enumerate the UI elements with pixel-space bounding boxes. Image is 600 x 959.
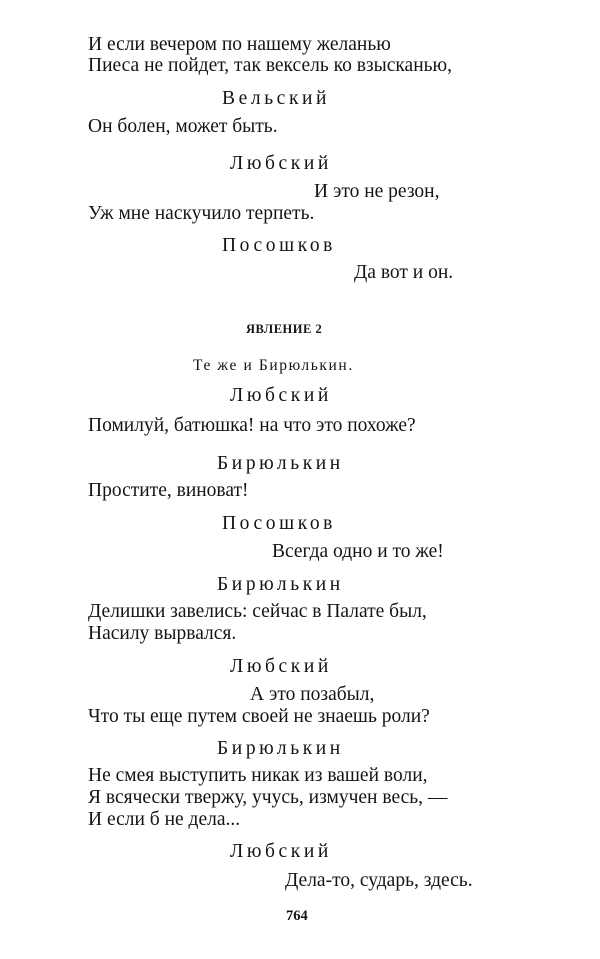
verse-line: Уж мне наскучило терпеть. — [88, 203, 315, 224]
verse-line: Не смея выступить никак из вашей воли, — [88, 765, 428, 786]
speaker-name: Посошков — [222, 235, 336, 256]
verse-line: Насилу вырвался. — [88, 623, 237, 644]
speaker-name: Вельский — [222, 88, 331, 109]
verse-line: Что ты еще путем своей не знаешь роли? — [88, 706, 430, 727]
verse-line: Делишки завелись: сейчас в Палате был, — [88, 601, 427, 622]
page-number: 764 — [286, 908, 308, 924]
verse-line: И это не резон, — [314, 181, 440, 202]
speaker-name: Посошков — [222, 513, 336, 534]
verse-line: И если вечером по нашему желанью — [88, 34, 391, 55]
verse-line: И если б не дела... — [88, 809, 241, 830]
stage-direction: Те же и Бирюлькин. — [193, 357, 354, 374]
verse-line: Помилуй, батюшка! на что это похоже? — [88, 415, 416, 436]
verse-line: Простите, виноват! — [88, 480, 249, 501]
verse-line: Он болен, может быть. — [88, 116, 278, 137]
speaker-name: Бирюлькин — [217, 574, 344, 595]
scene-heading: ЯВЛЕНИЕ 2 — [246, 322, 323, 336]
speaker-name: Бирюлькин — [217, 738, 344, 759]
verse-line: Всегда одно и то же! — [272, 541, 444, 562]
verse-line: А это позабыл, — [250, 684, 375, 705]
speaker-name: Бирюлькин — [217, 453, 344, 474]
verse-line: Да вот и он. — [354, 262, 454, 283]
speaker-name: Любский — [230, 656, 332, 677]
verse-line: Дела-то, сударь, здесь. — [285, 870, 473, 891]
speaker-name: Любский — [230, 153, 332, 174]
verse-line: Пиеса не пойдет, так вексель ко взысканью, — [88, 55, 452, 76]
verse-line: Я всячески твержу, учусь, измучен весь, — — [88, 787, 448, 808]
speaker-name: Любский — [230, 841, 332, 862]
speaker-name: Любский — [230, 385, 332, 406]
